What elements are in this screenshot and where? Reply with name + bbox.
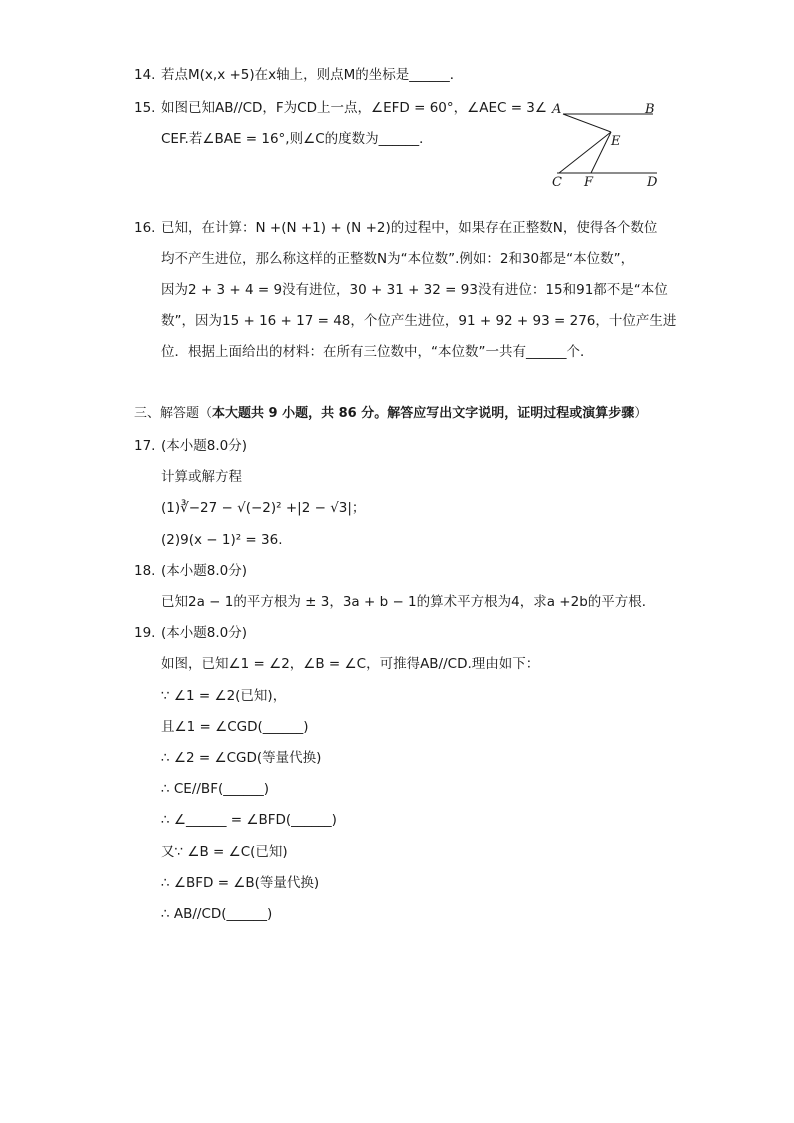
proof-step-8: ∴ AB//CD(______) — [161, 906, 273, 922]
question-15-line-1: 如图已知AB//CD，F为CD上一点，∠EFD = 60°，∠AEC = 3∠ — [161, 100, 547, 116]
label-a: A — [552, 102, 562, 117]
proof-step-4: ∴ CE//BF(______) — [161, 781, 269, 797]
question-16-line-2: 均不产生进位，那么称这样的正整数N为“本位数”.例如：2和30都是“本位数”， — [161, 251, 635, 267]
section-3-suffix: ） — [634, 406, 648, 421]
question-16-line-3: 因为2 + 3 + 4 = 9没有进位，30 + 31 + 32 = 93没有进位：15和91都不是“本位 — [161, 282, 668, 298]
proof-step-6: 又∵ ∠B = ∠C(已知) — [161, 844, 288, 860]
question-19-score: (本小题8.0分) — [161, 625, 248, 641]
label-c: C — [552, 175, 562, 190]
question-16-line-1: 已知，在计算：N +(N +1) + (N +2)的过程中，如果存在正整数N，使得各个数位 — [161, 220, 658, 236]
question-16-number: 16. — [134, 220, 156, 236]
question-19-number: 19. — [134, 625, 156, 641]
question-17-part-2: (2)9(x − 1)² = 36. — [161, 532, 283, 548]
question-16-line-5: 位．根据上面给出的材料：在所有三位数中，“本位数”一共有______个． — [161, 344, 594, 360]
proof-step-1: ∵ ∠1 = ∠2(已知)， — [161, 688, 287, 704]
question-15-line-2: CEF.若∠BAE = 16°,则∠C的度数为______． — [161, 131, 433, 147]
question-18-number: 18. — [134, 563, 156, 579]
label-b: B — [645, 102, 655, 117]
question-17-score: (本小题8.0分) — [161, 438, 248, 454]
question-14-text: 若点M(x,x +5)在x轴上，则点M的坐标是______． — [161, 67, 464, 83]
proof-step-7: ∴ ∠BFD = ∠B(等量代换) — [161, 875, 320, 891]
proof-step-3: ∴ ∠2 = ∠CGD(等量代换) — [161, 750, 322, 766]
segment-ae — [563, 114, 611, 132]
question-19-intro: 如图，已知∠1 = ∠2，∠B = ∠C，可推得AB//CD.理由如下： — [161, 656, 540, 672]
label-d: D — [647, 175, 658, 190]
section-3-heading — [134, 405, 647, 423]
section-3-description: 本大题共 9 小题，共 86 分。解答应写出文字说明，证明过程或演算步骤 — [212, 406, 635, 421]
question-18-text: 已知2a − 1的平方根为 ± 3，3a + b − 1的算术平方根为4，求a +2b的平方根． — [161, 594, 656, 610]
question-17-prompt: 计算或解方程 — [161, 469, 242, 485]
label-e: E — [611, 134, 621, 149]
proof-step-2: 且∠1 = ∠CGD(______) — [161, 719, 309, 735]
label-f: F — [584, 175, 594, 190]
question-15-figure — [545, 98, 675, 194]
question-17-part-1: (1)∛−27 − √(−2)² +|2 − √3|； — [161, 500, 366, 516]
proof-step-5: ∴ ∠______ = ∠BFD(______) — [161, 812, 337, 828]
section-3-prefix: 三、解答题（ — [134, 406, 213, 421]
segment-ec — [559, 132, 611, 173]
question-14-number: 14. — [134, 67, 156, 83]
question-15-number: 15. — [134, 100, 156, 116]
question-16-line-4: 数”，因为15 + 16 + 17 = 48，个位产生进位，91 + 92 + 93 = 276，十位产生进 — [161, 313, 677, 329]
segment-ef — [591, 132, 611, 173]
question-18-score: (本小题8.0分) — [161, 563, 248, 579]
question-17-number: 17. — [134, 438, 156, 454]
